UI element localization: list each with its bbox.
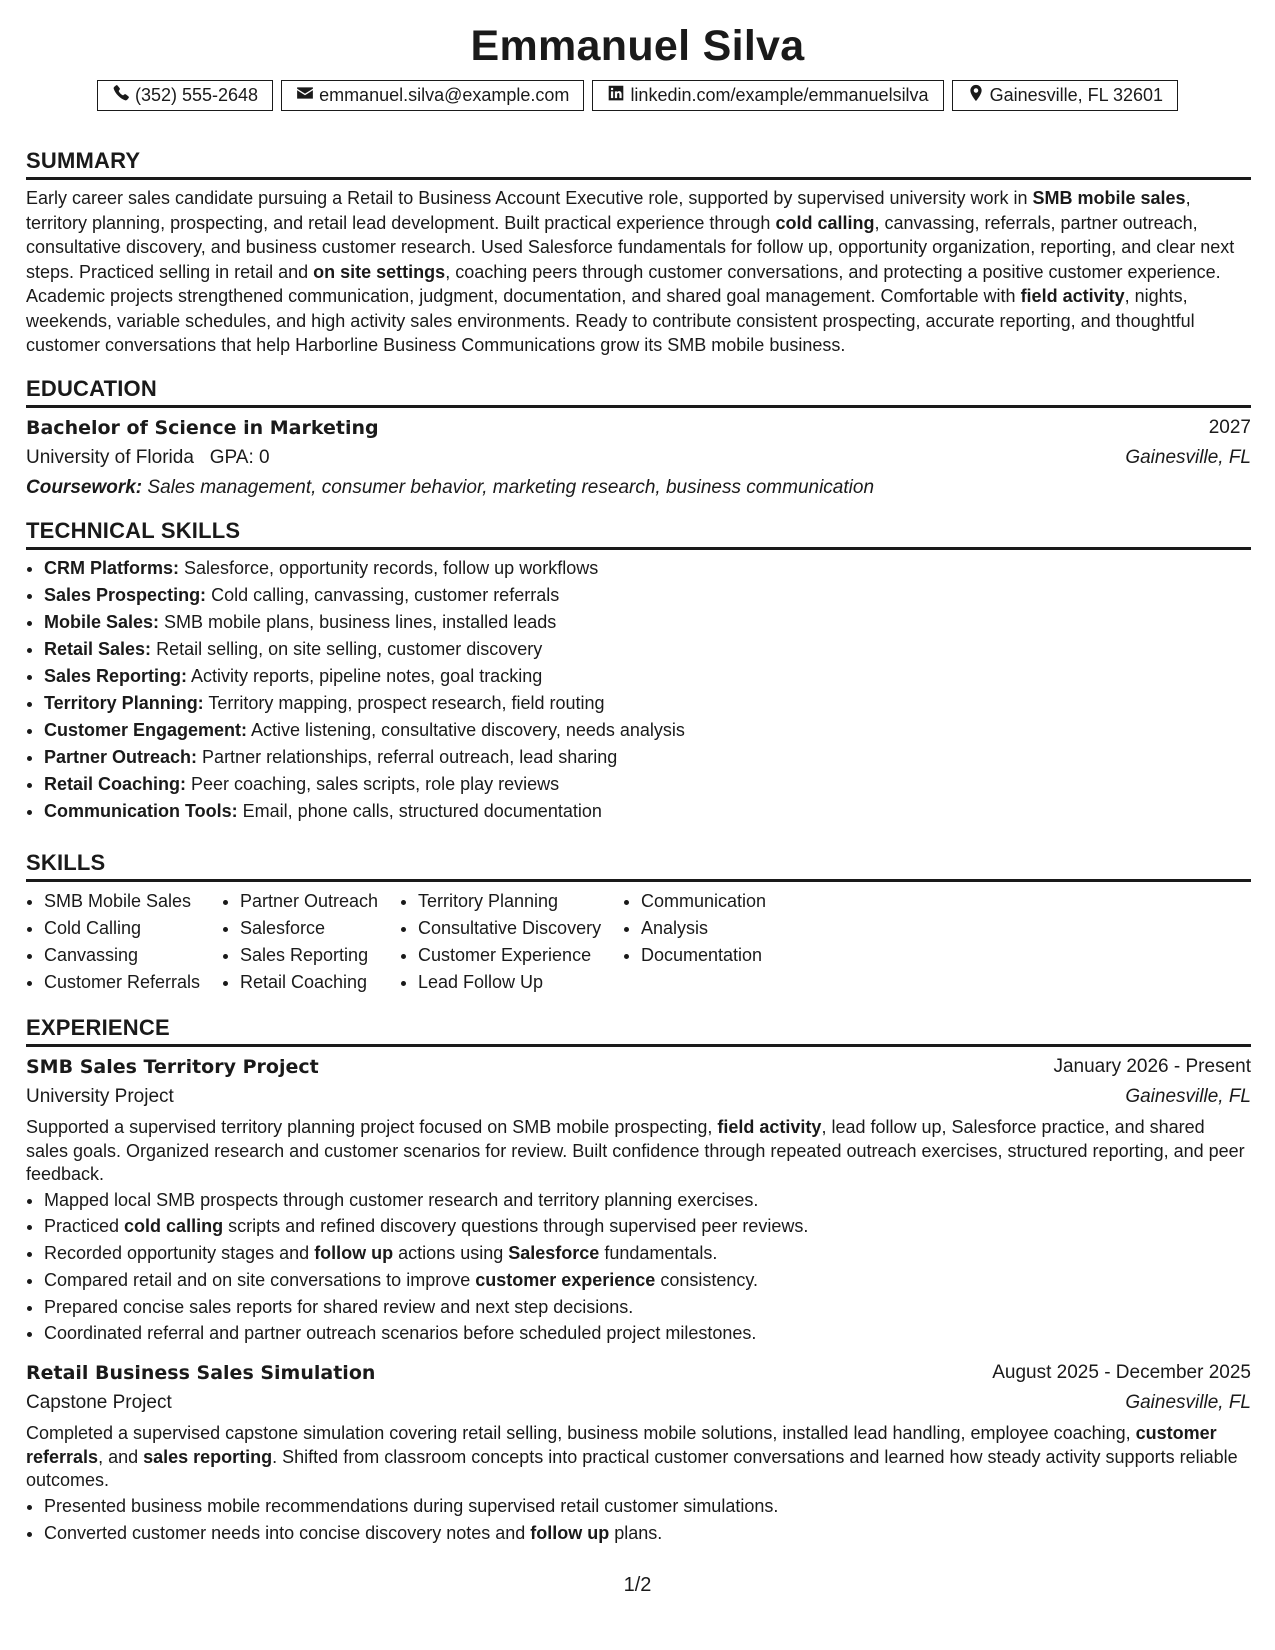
job-dates: August 2025 - December 2025 xyxy=(992,1362,1251,1384)
job-organization: University Project xyxy=(26,1086,174,1107)
experience-entry xyxy=(26,1358,1251,1546)
job-bullet-bold-text: follow up xyxy=(530,1522,610,1543)
technical-skill-value: Activity reports, pipeline notes, goal tracking xyxy=(187,666,543,686)
contact-email-text: emmanuel.silva@example.com xyxy=(319,84,570,105)
technical-skill-item xyxy=(44,609,1251,636)
degree: Bachelor of Science in Marketing xyxy=(26,417,379,439)
skills-column xyxy=(222,888,400,996)
section-title-technical-skills: TECHNICAL SKILLS xyxy=(26,518,1251,550)
coursework-label: Coursework: xyxy=(26,477,143,498)
job-description-bold-text: sales reporting xyxy=(143,1446,273,1467)
job-description xyxy=(26,1422,1251,1493)
envelope-icon xyxy=(296,84,314,107)
experience-entry xyxy=(26,1052,1251,1347)
job-bullet-bold-text: Salesforce xyxy=(508,1243,600,1264)
skill-item: • Analysis xyxy=(641,915,823,942)
summary-text: , nights, weekends, variable schedules, and high activity sales environments. Ready to contribute consistent prospecting, accurate reporting, and thoughtful customer conversations that help Harborline Business Communications grow its SMB mobile business. xyxy=(26,286,1195,355)
experience-subheader xyxy=(26,1082,1251,1112)
technical-skill-label: Mobile Sales: xyxy=(44,612,160,632)
technical-skill-item xyxy=(44,636,1251,663)
skill-item: • Communication xyxy=(641,888,823,915)
section-title-summary: SUMMARY xyxy=(26,148,1251,180)
job-bullet-text: Mapped local SMB prospects through customer research and territory planning exercises. xyxy=(44,1189,759,1210)
contact-email[interactable] xyxy=(281,80,584,111)
section-title-education: EDUCATION xyxy=(26,376,1251,408)
job-bullet xyxy=(44,1294,1251,1321)
technical-skill-item xyxy=(44,663,1251,690)
technical-skill-label: Sales Prospecting: xyxy=(44,585,207,605)
job-dates: January 2026 - Present xyxy=(1053,1056,1251,1077)
job-organization: Capstone Project xyxy=(26,1392,172,1414)
summary-text: , coaching peers through customer conversations, and protecting a positive customer experience. Academic projects strengthened communication, judgment, documentation, and shared goal management. Comfortable with xyxy=(26,261,1221,306)
job-bullet xyxy=(44,1267,1251,1294)
job-description-text: Completed a supervised capstone simulation covering retail selling, business mobile solutions, installed lead handling, employee coaching, xyxy=(26,1423,1136,1444)
technical-skill-label: Customer Engagement: xyxy=(44,720,248,740)
section-title-skills: SKILLS xyxy=(26,850,1251,882)
skill-item: • Customer Referrals xyxy=(44,969,222,996)
technical-skill-label: Communication Tools: xyxy=(44,801,238,821)
linkedin-icon xyxy=(607,84,625,107)
technical-skill-item xyxy=(44,798,1251,825)
job-description-text: . Shifted from classroom concepts into practical customer conversations and learned how steady activity supports reliable outcomes. xyxy=(26,1446,1238,1491)
job-bullet-text: Compared retail and on site conversations to improve xyxy=(44,1269,476,1290)
contact-phone[interactable] xyxy=(97,80,273,111)
contact-location-text: Gainesville, FL 32601 xyxy=(989,84,1164,105)
page-number: 1/2 xyxy=(623,1574,652,1596)
technical-skill-item xyxy=(44,555,1251,582)
summary-bold-text: SMB mobile sales xyxy=(1032,188,1186,208)
job-location: Gainesville, FL xyxy=(1125,1392,1251,1414)
summary-section xyxy=(26,148,1251,358)
technical-skill-label: CRM Platforms: xyxy=(44,558,180,578)
candidate-name: Emmanuel Silva xyxy=(470,22,805,70)
education-row-3 xyxy=(26,473,1251,503)
school: University of Florida xyxy=(26,447,194,468)
contact-bar xyxy=(0,80,1275,111)
job-bullet xyxy=(44,1320,1251,1347)
experience-list xyxy=(26,1052,1251,1546)
summary-text: Early career sales candidate pursuing a Retail to Business Account Executive role, supported by supervised university work in xyxy=(26,188,1033,208)
technical-skill-value: Active listening, consultative discovery, needs analysis xyxy=(247,720,685,740)
technical-skill-item xyxy=(44,744,1251,771)
technical-skill-item xyxy=(44,582,1251,609)
skill-item: • Customer Experience xyxy=(418,942,623,969)
skill-item: • Retail Coaching xyxy=(240,969,400,996)
technical-skill-item xyxy=(44,690,1251,717)
technical-skill-label: Sales Reporting: xyxy=(44,666,188,686)
technical-skill-value: Partner relationships, referral outreach, lead sharing xyxy=(197,747,618,767)
job-bullet-text: Coordinated referral and partner outreach scenarios before scheduled project milestones. xyxy=(44,1323,757,1344)
skills-column xyxy=(623,888,823,996)
job-location: Gainesville, FL xyxy=(1125,1086,1251,1107)
technical-skill-value: Cold calling, canvassing, customer referrals xyxy=(206,585,560,605)
job-bullets xyxy=(26,1493,1251,1547)
job-description-bold-text: field activity xyxy=(717,1117,822,1137)
education-location: Gainesville, FL xyxy=(1125,447,1251,468)
technical-skill-value: Salesforce, opportunity records, follow up workflows xyxy=(179,558,599,578)
experience-section xyxy=(26,1015,1251,1546)
job-bullet xyxy=(44,1493,1251,1520)
section-title-experience: EXPERIENCE xyxy=(26,1015,1251,1047)
skill-item: • Sales Reporting xyxy=(240,942,400,969)
education-row-2 xyxy=(26,443,1251,473)
job-description-text: , lead follow up, Salesforce practice, and shared sales goals. Organized research and customer scenarios for review. Built confidence through repeated outreach exercises, structured reporting, and peer feedback. xyxy=(26,1117,1245,1184)
job-bullet-text: actions using xyxy=(393,1243,509,1264)
skill-item: • Salesforce xyxy=(240,915,400,942)
summary-bold-text: cold calling xyxy=(775,212,875,233)
job-title: Retail Business Sales Simulation xyxy=(26,1362,376,1385)
job-bullets xyxy=(26,1187,1251,1348)
summary-bold-text: field activity xyxy=(1020,286,1125,306)
contact-linkedin-text: linkedin.com/example/emmanuelsilva xyxy=(630,84,929,105)
job-bullet xyxy=(44,1520,1251,1547)
technical-skill-value: Peer coaching, sales scripts, role play reviews xyxy=(186,774,560,794)
technical-skill-value: Email, phone calls, structured documentation xyxy=(237,801,602,821)
technical-skill-item xyxy=(44,771,1251,798)
job-description-text: , and xyxy=(98,1446,144,1467)
coursework: Sales management, consumer behavior, marketing research, business communication xyxy=(147,477,875,498)
technical-skill-value: SMB mobile plans, business lines, installed leads xyxy=(159,612,557,632)
skill-item: • Documentation xyxy=(641,942,823,969)
job-bullet-text: Prepared concise sales reports for shared review and next step decisions. xyxy=(44,1296,634,1317)
gpa: GPA: 0 xyxy=(209,447,270,468)
job-bullet-text: Recorded opportunity stages and xyxy=(44,1243,315,1264)
job-bullet-bold-text: follow up xyxy=(314,1243,394,1264)
technical-skills-list xyxy=(26,555,1251,825)
experience-header xyxy=(26,1358,1251,1388)
technical-skills-section xyxy=(26,518,1251,825)
skill-item: • Lead Follow Up xyxy=(418,969,623,996)
contact-location[interactable] xyxy=(952,80,1178,111)
contact-linkedin[interactable] xyxy=(592,80,943,111)
technical-skill-value: Retail selling, on site selling, customer discovery xyxy=(151,639,543,659)
technical-skill-label: Territory Planning: xyxy=(44,693,204,713)
job-bullet xyxy=(44,1187,1251,1214)
map-pin-icon xyxy=(967,84,985,107)
technical-skill-label: Retail Sales: xyxy=(44,639,152,659)
education-section xyxy=(26,376,1251,503)
job-bullet xyxy=(44,1240,1251,1267)
coursework-line xyxy=(26,473,874,503)
skills-column xyxy=(400,888,623,996)
summary-text xyxy=(26,186,1251,358)
skill-item: • SMB Mobile Sales xyxy=(44,888,222,915)
job-title: SMB Sales Territory Project xyxy=(26,1056,319,1078)
experience-subheader xyxy=(26,1388,1251,1418)
skill-item: • Partner Outreach xyxy=(240,888,400,915)
skills-section xyxy=(26,850,1251,996)
phone-icon xyxy=(112,84,130,107)
job-description xyxy=(26,1116,1251,1187)
job-bullet-text: plans. xyxy=(609,1522,663,1543)
job-bullet-text: Practiced xyxy=(44,1216,125,1237)
job-bullet-text: fundamentals. xyxy=(599,1243,718,1264)
skills-grid xyxy=(26,888,1251,996)
technical-skill-item xyxy=(44,717,1251,744)
job-bullet-bold-text: cold calling xyxy=(124,1216,224,1237)
skill-item: • Territory Planning xyxy=(418,888,623,915)
job-bullet xyxy=(44,1213,1251,1240)
graduation-year: 2027 xyxy=(1208,417,1251,438)
contact-phone-text: (352) 555-2648 xyxy=(134,84,259,105)
technical-skill-value: Territory mapping, prospect research, field routing xyxy=(203,693,605,713)
job-bullet-bold-text: customer experience xyxy=(475,1269,656,1290)
job-description-bold-text: customer referrals xyxy=(26,1423,1217,1467)
summary-text: , canvassing, referrals, partner outreach, consultative discovery, and business customer research. Used Salesforce fundamentals for follow up, opportunity organization, reporting, and clear next steps. Practiced selling in retail and xyxy=(26,212,1235,282)
skills-column xyxy=(26,888,222,996)
school-line xyxy=(26,443,270,473)
job-bullet-text: Presented business mobile recommendations during supervised retail customer simulations. xyxy=(44,1495,779,1516)
job-bullet-text: consistency. xyxy=(655,1269,759,1290)
job-bullet-text: Converted customer needs into concise discovery notes and xyxy=(44,1522,531,1543)
skill-item: • Consultative Discovery xyxy=(418,915,623,942)
job-bullet-text: scripts and refined discovery questions through supervised peer reviews. xyxy=(223,1216,809,1237)
education-row-1 xyxy=(26,413,1251,443)
skill-item: • Cold Calling xyxy=(44,915,222,942)
skill-item: • Canvassing xyxy=(44,942,222,969)
experience-header xyxy=(26,1052,1251,1082)
technical-skill-label: Partner Outreach: xyxy=(44,747,198,767)
summary-text: , territory planning, prospecting, and retail lead development. Built practical experience through xyxy=(26,188,1191,233)
job-description-text: Supported a supervised territory planning project focused on SMB mobile prospecting, xyxy=(26,1117,718,1137)
technical-skill-label: Retail Coaching: xyxy=(44,774,187,794)
summary-bold-text: on site settings xyxy=(313,261,446,282)
